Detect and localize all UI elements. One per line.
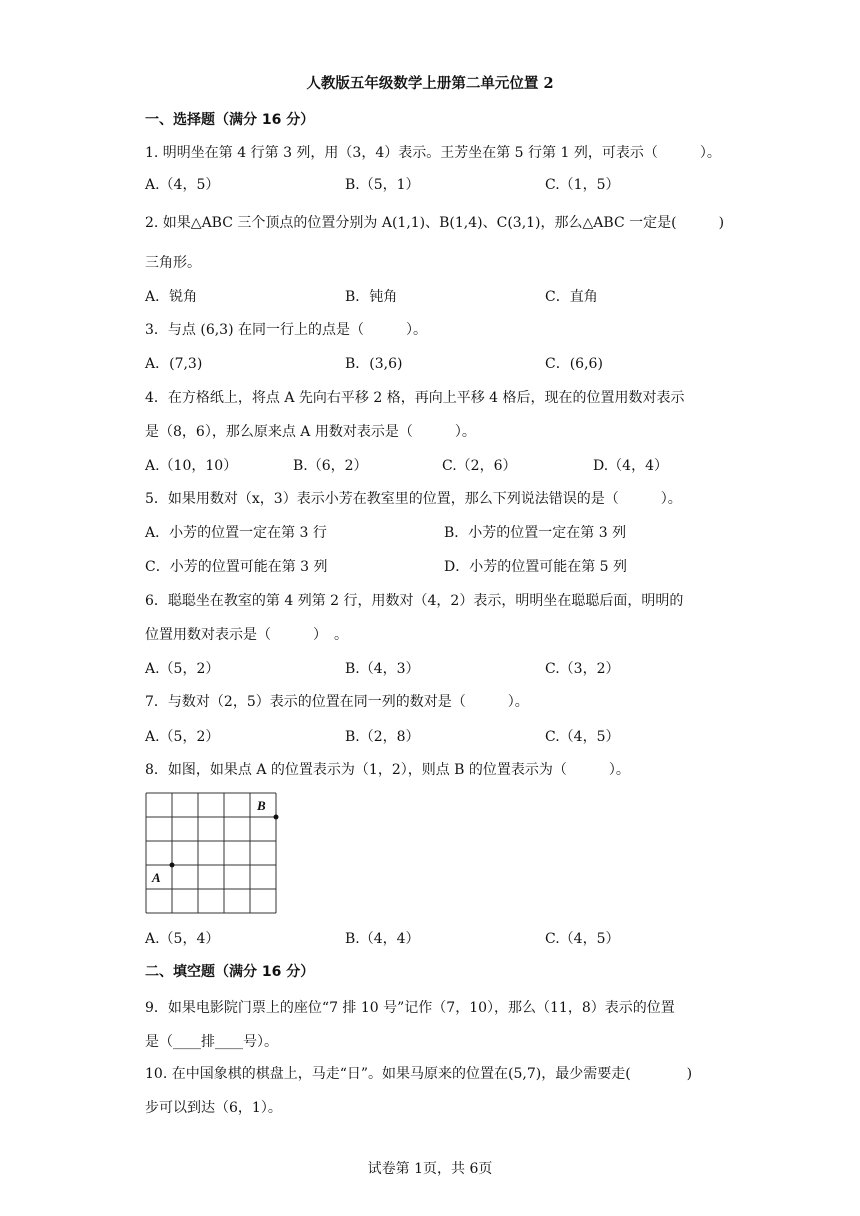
q6-option-c: C.（3，2） bbox=[545, 661, 620, 677]
q5-option-d: D．小芳的位置可能在第 5 列 bbox=[444, 559, 628, 575]
q4-option-a: A.（10，10） bbox=[145, 458, 238, 474]
point-a-label: A bbox=[152, 870, 161, 885]
question-5: 5．如果用数对（x，3）表示小芳在教室里的位置，那么下列说法错误的是（ ）。 bbox=[145, 491, 682, 507]
q1-option-c: C.（1，5） bbox=[545, 177, 620, 193]
question-1: 1. 明明坐在第 4 行第 3 列，用（3，4）表示。王芳坐在第 5 行第 1 列，可表示（ ）。 bbox=[145, 145, 721, 161]
q7-option-c: C.（4，5） bbox=[545, 729, 620, 745]
question-2-line-1: 2. 如果△ABC 三个顶点的位置分别为 A(1,1)、B(1,4)、C(3,1)，那么△ABC 一定是( ) bbox=[145, 215, 725, 231]
q2-option-b: B．钝角 bbox=[345, 289, 398, 305]
q1-option-a: A.（4，5） bbox=[145, 177, 220, 193]
question-3: 3．与点 (6,3) 在同一行上的点是（ ）。 bbox=[145, 322, 427, 338]
q8-option-b: B.（4，4） bbox=[345, 931, 420, 947]
question-6-line-1: 6．聪聪坐在教室的第 4 列第 2 行，用数对（4，2）表示，明明坐在聪聪后面，明明的 bbox=[145, 593, 684, 609]
q6-option-a: A.（5，2） bbox=[145, 661, 220, 677]
q4-option-d: D.（4，4） bbox=[593, 458, 668, 474]
q3-option-b: B．(3,6) bbox=[345, 356, 403, 372]
q8-option-a: A.（5，4） bbox=[145, 931, 220, 947]
q5-option-a: A．小芳的位置一定在第 3 行 bbox=[145, 525, 327, 541]
point-b-dot bbox=[274, 815, 279, 820]
q7-option-b: B.（2，8） bbox=[345, 729, 420, 745]
question-6-line-2: 位置用数对表示是（ ） 。 bbox=[145, 627, 348, 643]
question-10-line-1: 10. 在中国象棋的棋盘上，马走“日”。如果马原来的位置在(5,7)，最少需要走( ) bbox=[145, 1066, 693, 1082]
question-4-line-2: 是（8，6），那么原来点 A 用数对表示是（ ）。 bbox=[145, 424, 476, 440]
question-7: 7．与数对（2，5）表示的位置在同一列的数对是（ ）。 bbox=[145, 694, 529, 710]
q8-option-c: C.（4，5） bbox=[545, 931, 620, 947]
q4-option-b: B.（6，2） bbox=[293, 458, 368, 474]
point-b-label: B bbox=[257, 798, 266, 813]
page-footer: 试卷第 1页，共 6页 bbox=[367, 1161, 493, 1177]
question-4-line-1: 4．在方格纸上，将点 A 先向右平移 2 格，再向上平移 4 格后，现在的位置用数对表示 bbox=[145, 390, 685, 406]
section-heading-choice: 一、选择题（满分 16 分） bbox=[145, 112, 315, 128]
coordinate-grid-figure bbox=[145, 792, 279, 916]
q3-option-c: C．(6,6) bbox=[545, 356, 603, 372]
q4-option-c: C.（2，6） bbox=[442, 458, 517, 474]
section-heading-fill: 二、填空题（满分 16 分） bbox=[145, 964, 315, 980]
question-8: 8．如图，如果点 A 的位置表示为（1，2），则点 B 的位置表示为（ ）。 bbox=[145, 762, 630, 778]
point-a-dot bbox=[170, 863, 175, 868]
q2-option-c: C．直角 bbox=[545, 289, 598, 305]
q1-option-b: B.（5，1） bbox=[345, 177, 420, 193]
page-title: 人教版五年级数学上册第二单元位置 2 bbox=[306, 75, 554, 92]
q2-option-a: A．锐角 bbox=[145, 289, 198, 305]
question-9-line-1: 9．如果电影院门票上的座位“7 排 10 号”记作（7，10），那么（11，8）表示的位置 bbox=[145, 1000, 675, 1016]
q5-option-c: C．小芳的位置可能在第 3 列 bbox=[145, 559, 328, 575]
question-2-line-2: 三角形。 bbox=[145, 255, 201, 271]
q7-option-a: A.（5，2） bbox=[145, 729, 220, 745]
q5-option-b: B．小芳的位置一定在第 3 列 bbox=[444, 525, 627, 541]
q3-option-a: A．(7,3) bbox=[145, 356, 203, 372]
question-10-line-2: 步可以到达（6，1）。 bbox=[145, 1100, 282, 1116]
question-9-line-2: 是（____排____号）。 bbox=[145, 1034, 278, 1050]
q6-option-b: B.（4，3） bbox=[345, 661, 420, 677]
